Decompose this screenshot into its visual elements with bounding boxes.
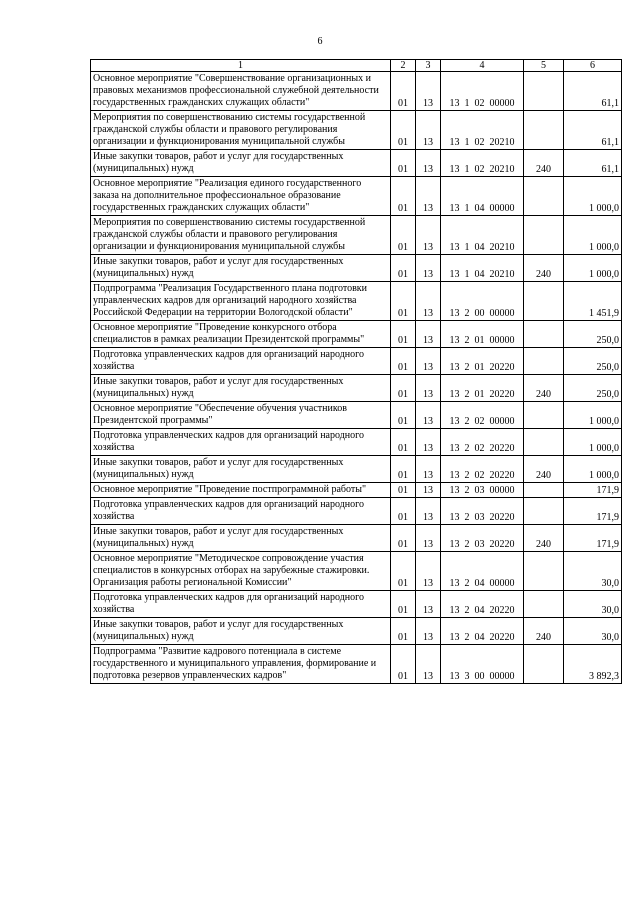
row-target-code-cell: 13 2 03 20220 [441, 498, 524, 525]
row-target-code-cell: 13 2 04 20220 [441, 591, 524, 618]
row-subsection-cell: 13 [416, 216, 441, 255]
row-name-cell: Основное мероприятие "Реализация единого государственного заказа на дополнительное профессиональное образование государственных гражданских служащих области" [91, 177, 391, 216]
row-amount-cell: 30,0 [564, 552, 622, 591]
row-target-code-cell: 13 1 04 20210 [441, 216, 524, 255]
row-amount-cell: 171,9 [564, 498, 622, 525]
row-expense-type-cell [524, 348, 564, 375]
table-row [91, 552, 622, 591]
row-subsection-cell: 13 [416, 111, 441, 150]
row-expense-type-cell [524, 177, 564, 216]
row-amount-cell: 250,0 [564, 321, 622, 348]
row-target-code-cell: 13 2 04 00000 [441, 552, 524, 591]
row-name-cell: Подготовка управленческих кадров для организаций народного хозяйства [91, 591, 391, 618]
table-row [91, 111, 622, 150]
row-subsection-cell: 13 [416, 282, 441, 321]
row-section-cell: 01 [391, 591, 416, 618]
row-subsection-cell: 13 [416, 591, 441, 618]
row-section-cell: 01 [391, 402, 416, 429]
row-amount-cell: 3 892,3 [564, 645, 622, 684]
row-target-code-cell: 13 1 02 00000 [441, 72, 524, 111]
row-name-cell: Основное мероприятие "Совершенствование организационных и правовых механизмов профессиональной служебной деятельности государственных гражданских служащих области" [91, 72, 391, 111]
table-row [91, 402, 622, 429]
row-expense-type-cell: 240 [524, 375, 564, 402]
row-target-code-cell: 13 2 01 00000 [441, 321, 524, 348]
row-amount-cell: 1 000,0 [564, 216, 622, 255]
table-row [91, 375, 622, 402]
row-expense-type-cell [524, 591, 564, 618]
row-amount-cell: 1 000,0 [564, 177, 622, 216]
row-amount-cell: 250,0 [564, 375, 622, 402]
row-subsection-cell: 13 [416, 483, 441, 498]
row-name-cell: Иные закупки товаров, работ и услуг для государственных (муниципальных) нужд [91, 456, 391, 483]
row-section-cell: 01 [391, 282, 416, 321]
row-expense-type-cell [524, 498, 564, 525]
row-amount-cell: 1 000,0 [564, 429, 622, 456]
row-expense-type-cell: 240 [524, 150, 564, 177]
row-subsection-cell: 13 [416, 429, 441, 456]
table-row [91, 177, 622, 216]
table-row [91, 525, 622, 552]
row-target-code-cell: 13 1 04 00000 [441, 177, 524, 216]
row-subsection-cell: 13 [416, 645, 441, 684]
table-row [91, 498, 622, 525]
table-row [91, 255, 622, 282]
table-body [91, 72, 622, 684]
row-section-cell: 01 [391, 525, 416, 552]
row-expense-type-cell: 240 [524, 525, 564, 552]
row-name-cell: Основное мероприятие "Обеспечение обучения участников Президентской программы" [91, 402, 391, 429]
row-name-cell: Иные закупки товаров, работ и услуг для государственных (муниципальных) нужд [91, 255, 391, 282]
row-name-cell: Мероприятия по совершенствованию системы государственной гражданской службы области и правового регулирования организации и функционирования муниципальной службы [91, 216, 391, 255]
row-target-code-cell: 13 2 02 00000 [441, 402, 524, 429]
row-target-code-cell: 13 2 01 20220 [441, 375, 524, 402]
row-target-code-cell: 13 2 04 20220 [441, 618, 524, 645]
row-name-cell: Иные закупки товаров, работ и услуг для государственных (муниципальных) нужд [91, 618, 391, 645]
table-row [91, 282, 622, 321]
row-amount-cell: 61,1 [564, 150, 622, 177]
row-amount-cell: 1 000,0 [564, 402, 622, 429]
row-section-cell: 01 [391, 216, 416, 255]
row-name-cell: Подготовка управленческих кадров для организаций народного хозяйства [91, 429, 391, 456]
table-row [91, 591, 622, 618]
row-expense-type-cell [524, 402, 564, 429]
row-expense-type-cell [524, 321, 564, 348]
row-section-cell: 01 [391, 552, 416, 591]
row-section-cell: 01 [391, 150, 416, 177]
row-subsection-cell: 13 [416, 177, 441, 216]
row-amount-cell: 171,9 [564, 525, 622, 552]
row-name-cell: Основное мероприятие "Методическое сопровождение участия специалистов в конкурсных отборах на зарубежные стажировки. Организация работы региональной Комиссии" [91, 552, 391, 591]
row-target-code-cell: 13 1 04 20210 [441, 255, 524, 282]
table-header-row [91, 60, 622, 72]
row-expense-type-cell: 240 [524, 618, 564, 645]
table-row [91, 150, 622, 177]
row-amount-cell: 1 000,0 [564, 255, 622, 282]
row-section-cell: 01 [391, 177, 416, 216]
row-amount-cell: 30,0 [564, 618, 622, 645]
row-subsection-cell: 13 [416, 498, 441, 525]
row-target-code-cell: 13 2 01 20220 [441, 348, 524, 375]
row-expense-type-cell [524, 111, 564, 150]
row-amount-cell: 1 000,0 [564, 456, 622, 483]
table-row [91, 72, 622, 111]
row-subsection-cell: 13 [416, 402, 441, 429]
row-section-cell: 01 [391, 72, 416, 111]
row-section-cell: 01 [391, 375, 416, 402]
page-number: 6 [317, 36, 323, 47]
row-subsection-cell: 13 [416, 255, 441, 282]
row-name-cell: Иные закупки товаров, работ и услуг для государственных (муниципальных) нужд [91, 375, 391, 402]
column-header: 4 [441, 60, 524, 72]
row-expense-type-cell: 240 [524, 255, 564, 282]
row-section-cell: 01 [391, 255, 416, 282]
row-target-code-cell: 13 2 00 00000 [441, 282, 524, 321]
column-header: 3 [416, 60, 441, 72]
row-subsection-cell: 13 [416, 348, 441, 375]
row-expense-type-cell [524, 552, 564, 591]
row-amount-cell: 30,0 [564, 591, 622, 618]
row-amount-cell: 171,9 [564, 483, 622, 498]
row-name-cell: Мероприятия по совершенствованию системы государственной гражданской службы области и правового регулирования организации и функционирования муниципальной службы [91, 111, 391, 150]
row-expense-type-cell [524, 282, 564, 321]
row-target-code-cell: 13 2 02 20220 [441, 429, 524, 456]
row-subsection-cell: 13 [416, 72, 441, 111]
row-name-cell: Подготовка управленческих кадров для организаций народного хозяйства [91, 498, 391, 525]
row-subsection-cell: 13 [416, 375, 441, 402]
row-target-code-cell: 13 1 02 20210 [441, 111, 524, 150]
row-expense-type-cell [524, 429, 564, 456]
row-target-code-cell: 13 2 02 20220 [441, 456, 524, 483]
row-target-code-cell: 13 3 00 00000 [441, 645, 524, 684]
row-name-cell: Основное мероприятие "Проведение конкурсного отбора специалистов в рамках реализации Президентской программы" [91, 321, 391, 348]
column-header: 6 [564, 60, 622, 72]
row-expense-type-cell: 240 [524, 456, 564, 483]
row-expense-type-cell [524, 645, 564, 684]
row-section-cell: 01 [391, 348, 416, 375]
row-target-code-cell: 13 2 03 20220 [441, 525, 524, 552]
row-target-code-cell: 13 2 03 00000 [441, 483, 524, 498]
row-subsection-cell: 13 [416, 150, 441, 177]
row-amount-cell: 61,1 [564, 72, 622, 111]
row-amount-cell: 61,1 [564, 111, 622, 150]
row-name-cell: Подпрограмма "Реализация Государственного плана подготовки управленческих кадров для организаций народного хозяйства Российской Федерации на территории Вологодской области" [91, 282, 391, 321]
table-row [91, 321, 622, 348]
row-amount-cell: 1 451,9 [564, 282, 622, 321]
row-section-cell: 01 [391, 483, 416, 498]
column-header: 5 [524, 60, 564, 72]
row-section-cell: 01 [391, 498, 416, 525]
table-row [91, 618, 622, 645]
table-row [91, 456, 622, 483]
table-row [91, 429, 622, 456]
table-row [91, 216, 622, 255]
row-section-cell: 01 [391, 645, 416, 684]
row-subsection-cell: 13 [416, 321, 441, 348]
row-subsection-cell: 13 [416, 552, 441, 591]
row-subsection-cell: 13 [416, 456, 441, 483]
row-name-cell: Основное мероприятие "Проведение постпрограммной работы" [91, 483, 391, 498]
row-target-code-cell: 13 1 02 20210 [441, 150, 524, 177]
row-name-cell: Иные закупки товаров, работ и услуг для государственных (муниципальных) нужд [91, 150, 391, 177]
row-name-cell: Подготовка управленческих кадров для организаций народного хозяйства [91, 348, 391, 375]
row-expense-type-cell [524, 72, 564, 111]
table-row [91, 483, 622, 498]
row-expense-type-cell [524, 483, 564, 498]
row-amount-cell: 250,0 [564, 348, 622, 375]
column-header: 1 [91, 60, 391, 72]
row-subsection-cell: 13 [416, 618, 441, 645]
column-header: 2 [391, 60, 416, 72]
row-section-cell: 01 [391, 429, 416, 456]
table-row [91, 645, 622, 684]
row-section-cell: 01 [391, 618, 416, 645]
row-section-cell: 01 [391, 111, 416, 150]
row-name-cell: Иные закупки товаров, работ и услуг для государственных (муниципальных) нужд [91, 525, 391, 552]
row-name-cell: Подпрограмма "Развитие кадрового потенциала в системе государственного и муниципального управления, формирование и подготовка резервов управленческих кадров" [91, 645, 391, 684]
table-row [91, 348, 622, 375]
row-subsection-cell: 13 [416, 525, 441, 552]
row-section-cell: 01 [391, 456, 416, 483]
row-section-cell: 01 [391, 321, 416, 348]
row-expense-type-cell [524, 216, 564, 255]
budget-table [90, 59, 622, 684]
